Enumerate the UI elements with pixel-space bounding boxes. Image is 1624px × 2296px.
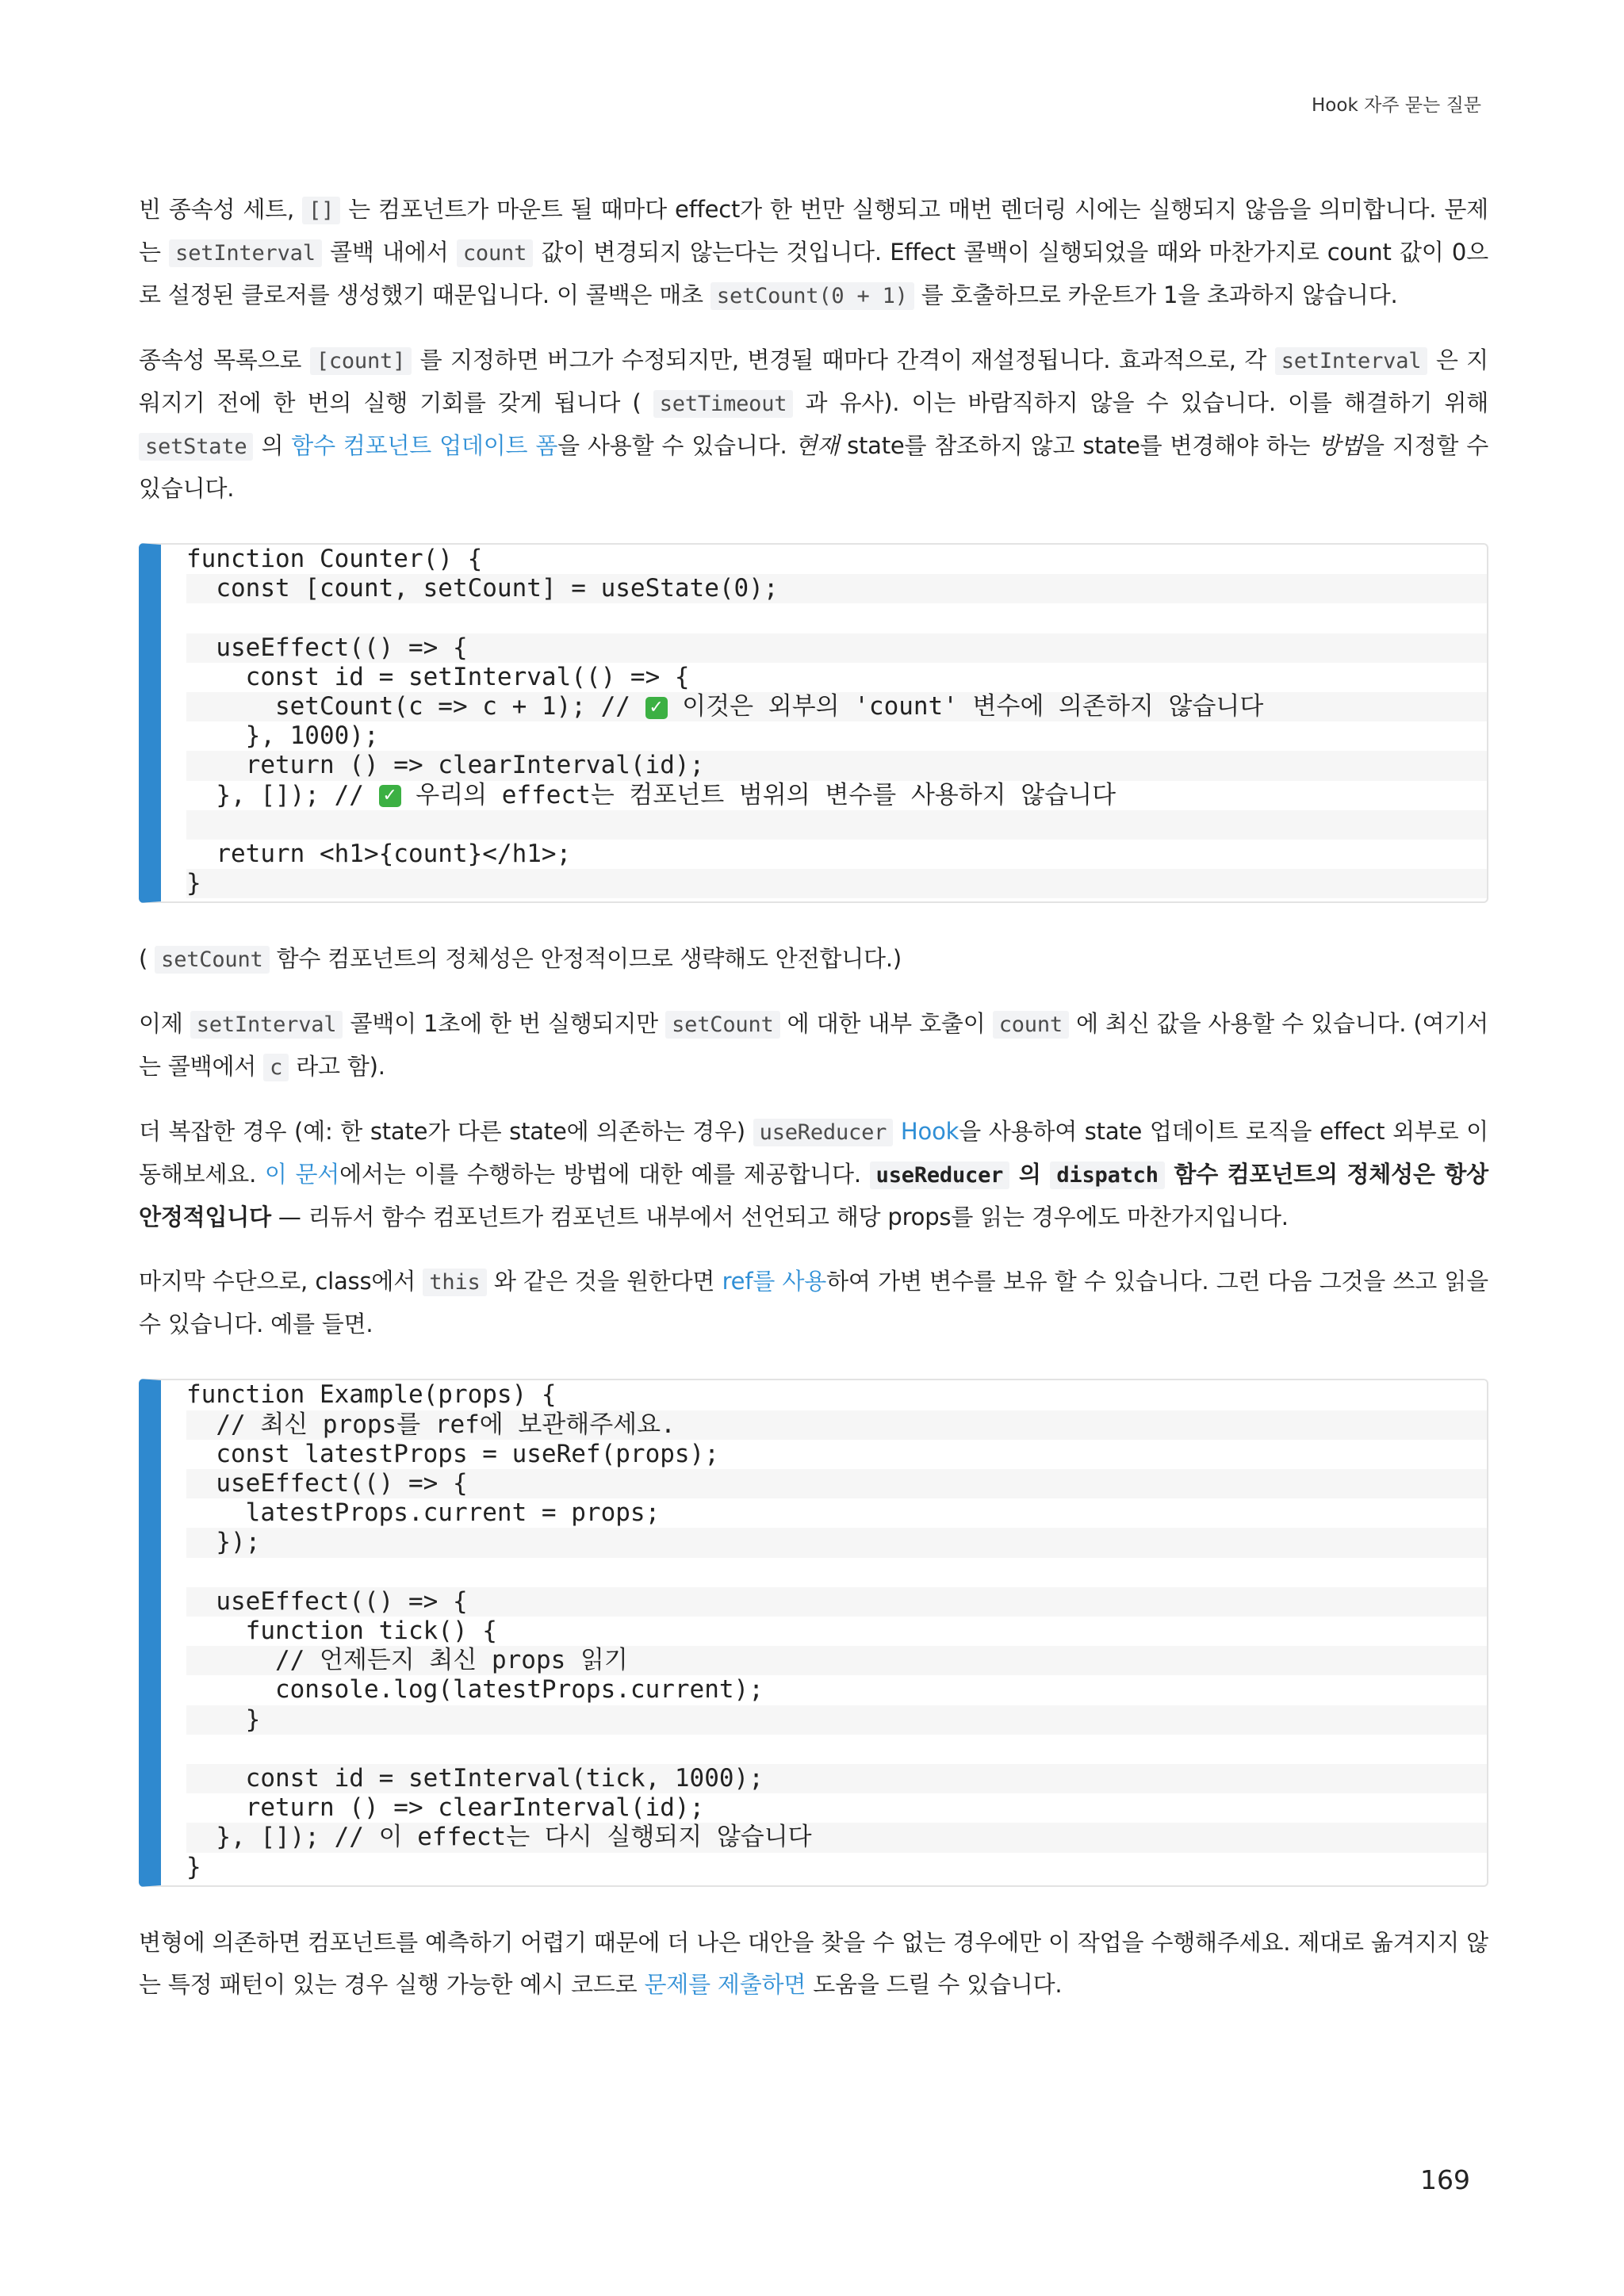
inline-code: useReducer — [753, 1119, 894, 1146]
text: 는 컴포넌트가 마운트 될 때마다 effect가 한 번만 실행되고 매번 렌더링 시에는 실행되지 않음을 의미합니다. 문제는 — [139, 196, 1488, 266]
text: — 리듀서 함수 컴포넌트가 컴포넌트 내부에서 선언되고 해당 props를 읽는 경우에도 마찬가지입니다. — [270, 1203, 1289, 1231]
code-line: }, []); // 이 effect는 다시 실행되지 않습니다 — [186, 1823, 1487, 1852]
text: 에 최신 값을 사용할 수 있습니다. (여기서는 콜백에서 — [139, 1010, 1488, 1081]
paragraph-2 — [139, 339, 1488, 510]
text: 콜백이 1초에 한 번 실행되지만 — [343, 1010, 666, 1038]
text: 를 호출하므로 카운트가 1을 초과하지 않습니다. — [914, 281, 1398, 308]
code-line — [186, 1558, 1487, 1587]
text: 마지막 수단으로, class에서 — [139, 1268, 423, 1295]
code-line: }, 1000); — [186, 721, 379, 751]
text: 을 사용할 수 있습니다. — [557, 432, 795, 459]
text: 과 유사). 이는 바람직하지 않을 수 있습니다. 이를 해결하기 위해 — [793, 389, 1489, 416]
text: state를 참조하지 않고 state를 변경해야 하는 — [839, 432, 1319, 459]
text: 을 사용하여 state 업데이트 로직을 effect 외부로 이동해보세요. — [139, 1118, 1488, 1188]
code-line: console.log(latestProps.current); — [186, 1675, 764, 1705]
inline-code: setCount — [665, 1011, 779, 1039]
text: 현재 — [795, 432, 840, 459]
inline-code: count — [993, 1011, 1069, 1039]
code-line — [186, 810, 1487, 840]
text: 값이 변경되지 않는다는 것입니다. Effect 콜백이 실행되었을 때와 마찬가지로 count 값이 0으로 설정된 클로저를 생성했기 때문입니다. 이 콜백은 매초 — [139, 239, 1488, 308]
code-line: useEffect(() => { — [186, 1469, 1487, 1498]
document-body — [139, 189, 1488, 2028]
text: 하여 가변 변수를 보유 할 수 있습니다. 그런 다음 그것을 쓰고 읽을 수 있습니다. 예를 들면. — [139, 1268, 1488, 1338]
code-line: const id = setInterval(() => { — [186, 662, 690, 691]
text: 라고 함). — [289, 1053, 385, 1081]
text: 도움을 드릴 수 있습니다. — [806, 1970, 1063, 1998]
code-line: function tick() { — [186, 1617, 497, 1646]
code-line: } — [186, 869, 1487, 898]
text: 종속성 목록으로 — [139, 346, 310, 373]
text: 변형에 의존하면 컴포넌트를 예측하기 어렵기 때문에 더 나은 대안을 찾을 수 없는 경우에만 이 작업을 수행해주세요. 제대로 옮겨지지 않는 특정 패턴이 있는 경우 실행 가능한 예시 코드로 — [139, 1928, 1488, 1998]
inline-code: setInterval — [169, 239, 322, 267]
text: 더 복잡한 경우 (예: 한 state가 다른 state에 의존하는 경우) — [139, 1118, 753, 1146]
submit-issue-link[interactable]: 문제를 제출하면 — [644, 1970, 806, 1998]
text: 빈 종속성 세트, — [139, 196, 303, 223]
inline-code: [count] — [310, 347, 412, 375]
inline-code: dispatch — [1050, 1161, 1164, 1189]
code-line: const latestProps = useRef(props); — [186, 1439, 719, 1468]
this-document-link[interactable]: 이 문서 — [264, 1161, 340, 1188]
code-line: return () => clearInterval(id); — [186, 751, 1487, 780]
code-line: setCount(c => c + 1); // ✓ 이것은 외부의 'count' 변수에 의존하지 않습니다 — [186, 692, 1487, 721]
check-mark-icon: ✓ — [379, 785, 401, 807]
code-line: function Example(props) { — [186, 1380, 557, 1410]
code-line: } — [186, 1852, 201, 1881]
text: 함수 컴포넌트의 정체성은 항상 안정적입니다 — [139, 1161, 1488, 1231]
text: 를 지정하면 버그가 수정되지만, 변경될 때마다 간격이 재설정됩니다. 효과적으로, 각 — [412, 346, 1275, 373]
text: 에 대한 내부 호출이 — [779, 1010, 993, 1038]
code-line: return () => clearInterval(id); — [186, 1793, 705, 1823]
text: 의 — [1009, 1161, 1051, 1188]
code-line: }, []); // ✓ 우리의 effect는 컴포넌트 범위의 변수를 사용하지 않습니다 — [186, 780, 1116, 809]
text: 콜백 내에서 — [321, 239, 457, 266]
text: 에서는 이를 수행하는 방법에 대한 예를 제공합니다. — [339, 1161, 870, 1188]
code-content — [161, 1380, 1487, 1881]
code-block-example — [139, 1379, 1488, 1886]
inline-code: this — [423, 1269, 486, 1296]
text: ( — [139, 945, 155, 973]
text: 이제 — [139, 1010, 190, 1038]
text: 방법 — [1318, 432, 1362, 459]
code-line: return <h1>{count}</h1>; — [186, 840, 572, 869]
paragraph-6 — [139, 1261, 1488, 1345]
inline-code: setState — [139, 433, 253, 461]
use-ref-link[interactable]: ref를 사용 — [722, 1268, 827, 1295]
paragraph-5 — [139, 1111, 1488, 1238]
paragraph-1 — [139, 189, 1488, 317]
code-line: latestProps.current = props; — [186, 1498, 661, 1528]
text: 의 — [253, 432, 292, 459]
code-line: function Counter() { — [186, 545, 483, 573]
functional-update-link[interactable]: 함수 컴포넌트 업데이트 폼 — [291, 432, 558, 459]
inline-code: setTimeout — [653, 390, 794, 418]
inline-code: useReducer — [870, 1161, 1010, 1189]
code-block-counter — [139, 543, 1488, 903]
code-content — [161, 545, 1487, 898]
code-line — [186, 603, 1487, 633]
paragraph-3 — [139, 938, 1488, 981]
code-line: useEffect(() => { — [186, 633, 1487, 663]
code-line: // 언제든지 최신 props 읽기 — [186, 1646, 1487, 1675]
inline-code: [] — [302, 197, 340, 224]
code-line: const id = setInterval(tick, 1000); — [186, 1764, 1487, 1793]
text: 을 지정할 수 있습니다. — [139, 432, 1489, 502]
code-line: } — [186, 1705, 1487, 1735]
check-mark-icon: ✓ — [645, 697, 668, 719]
inline-code: setCount — [155, 946, 269, 974]
hook-link[interactable]: Hook — [893, 1118, 959, 1146]
code-line — [186, 1735, 1487, 1764]
page-number: 169 — [1420, 2164, 1470, 2195]
text: 함수 컴포넌트의 정체성은 안정적이므로 생략해도 안전합니다.) — [269, 945, 902, 973]
paragraph-7 — [139, 1922, 1488, 2006]
inline-code: count — [457, 239, 533, 267]
code-line: // 최신 props를 ref에 보관해주세요. — [186, 1410, 1487, 1440]
paragraph-4 — [139, 1003, 1488, 1089]
inline-code: setInterval — [190, 1011, 343, 1039]
inline-code: setInterval — [1275, 347, 1428, 375]
page-header: Hook 자주 묻는 질문 — [1312, 95, 1481, 116]
text: 은 지워지기 전에 한 번의 실행 기회를 갖게 됩니다 ( — [139, 346, 1488, 416]
code-line: useEffect(() => { — [186, 1587, 1487, 1617]
inline-code: setCount(0 + 1) — [710, 282, 914, 310]
text: 와 같은 것을 원한다면 — [486, 1268, 722, 1295]
code-line: }); — [186, 1528, 1487, 1557]
code-line: const [count, setCount] = useState(0); — [186, 574, 1487, 603]
inline-code: c — [263, 1054, 289, 1081]
